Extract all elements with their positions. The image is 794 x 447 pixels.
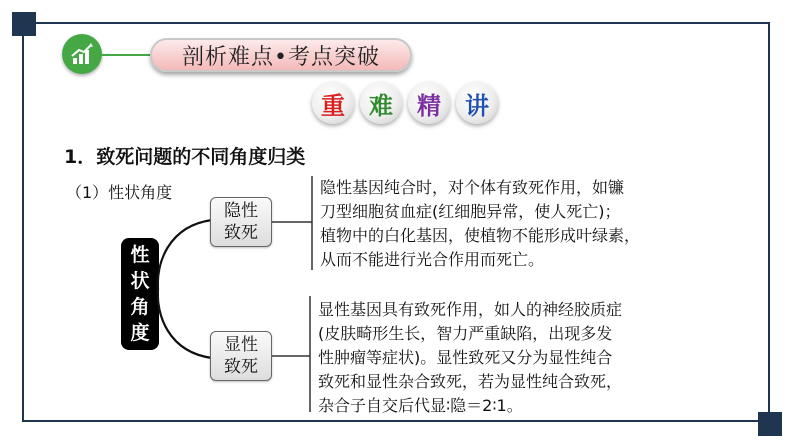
- branch-label-line: 致死: [224, 223, 258, 243]
- badge-char: 难: [369, 91, 393, 120]
- badge-char: 精: [417, 91, 441, 120]
- section-banner-title: 剖析难点•考点突破: [182, 44, 380, 70]
- badge-char: 讲: [465, 91, 489, 120]
- center-char: 角: [130, 296, 150, 318]
- sub-heading: （1）性状角度: [66, 183, 173, 202]
- page-heading: 1．致死问题的不同角度归类: [64, 146, 306, 168]
- badge-char: 重: [321, 91, 345, 120]
- branch-label-line: 隐性: [224, 201, 258, 221]
- center-char: 状: [130, 270, 150, 292]
- dominant-description: 显性基因具有致死作用，如人的神经胶质症 (皮肤畸形生长，智力严重缺陷，出现多发 性肿瘤等症状)。显性致死又分为显性纯合 致死和显性杂合致死，若为显性纯合致死， 杂合子自交后代显∶隐＝2∶1。: [318, 300, 623, 415]
- center-char: 性: [130, 244, 150, 266]
- center-char: 度: [130, 322, 150, 344]
- branch-label-line: 显性: [224, 335, 258, 355]
- recessive-description: 隐性基因纯合时，对个体有致死作用，如镰 刀型细胞贫血症(红细胞异常，使人死亡)； 植物中的白化基因，使植物不能形成叶绿素， 从而不能进行光合作用而死亡。: [320, 178, 641, 269]
- branch-label-line: 致死: [224, 357, 258, 377]
